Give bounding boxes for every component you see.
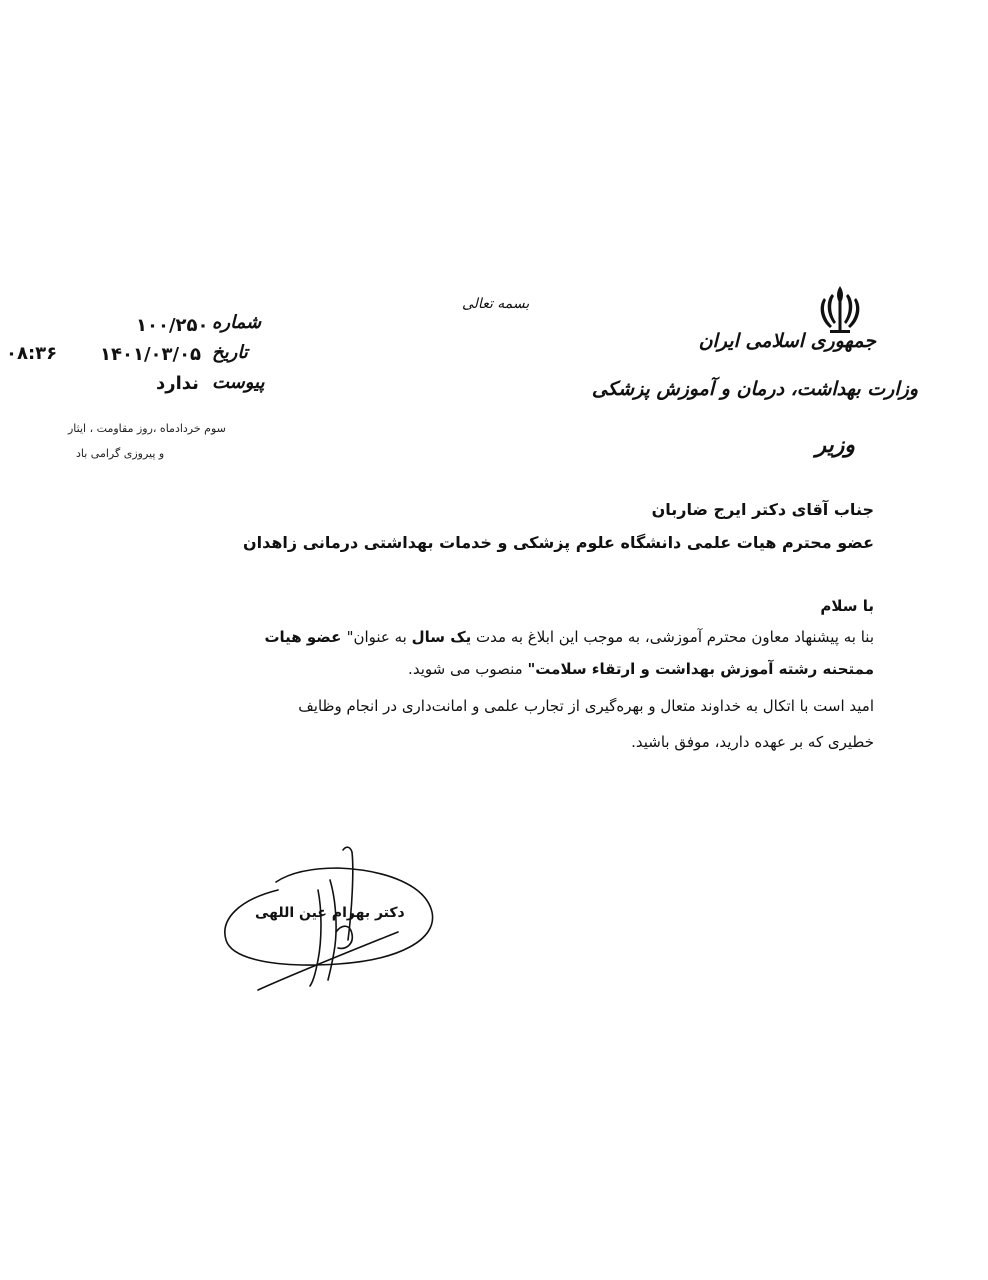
paragraph-1-line-2 [408, 660, 874, 678]
greeting: با سلام [820, 597, 874, 615]
slogan-line1: سوم خردادماه ،روز مقاومت ، ایثار [68, 422, 226, 435]
number-value: ۱۰۰/۲۵۰ [136, 315, 209, 336]
recipient-name: جناب آقای دکتر ایرج ضاربان [651, 500, 874, 519]
slogan-line2: و پیروزی گرامی باد [76, 447, 165, 460]
p1-role-end: ممتحنه رشته آموزش بهداشت و ارتقاء سلامت" [527, 660, 874, 678]
date-value: ۱۴۰۱/۰۳/۰۵ [100, 344, 202, 365]
p1-text-2: به عنوان" [346, 628, 412, 646]
p1-duration: یک سال [411, 628, 472, 646]
paragraph-1-line-1 [104, 628, 874, 646]
number-label: شماره [212, 312, 262, 333]
p1-role-start: عضو هیات [264, 628, 347, 646]
signatory-name: دکتر بهرام عین اللهی [255, 905, 405, 921]
bismillah-heading: بسمه تعالی [462, 296, 530, 312]
p1-text-1: بنا به پیشنهاد معاون محترم آموزشی، به موجب این ابلاغ به مدت [471, 628, 874, 646]
p1-text-3: منصوب می شوید. [408, 660, 528, 678]
attachment-value: ندارد [156, 373, 199, 394]
time-stamp: ۰۸:۳۶ [6, 343, 58, 364]
ministry-name: وزارت بهداشت، درمان و آموزش پزشکی [591, 378, 918, 400]
attachment-label: پیوست [212, 372, 265, 393]
paragraph-2-line-2: خطیری که بر عهده دارید، موفق باشید. [631, 733, 874, 751]
recipient-title: عضو محترم هیات علمی دانشگاه علوم پزشکی و خدمات بهداشتی درمانی زاهدان [242, 533, 874, 552]
paragraph-2-line-1: امید است با اتکال به خداوند متعال و بهره‌گیری از تجارب علمی و امانت‌داری در انجام وظایف [298, 697, 874, 715]
date-label: تاریخ [212, 342, 248, 363]
country-name: جمهوری اسلامی ایران [698, 330, 876, 352]
minister-title: وزیر [815, 432, 855, 458]
